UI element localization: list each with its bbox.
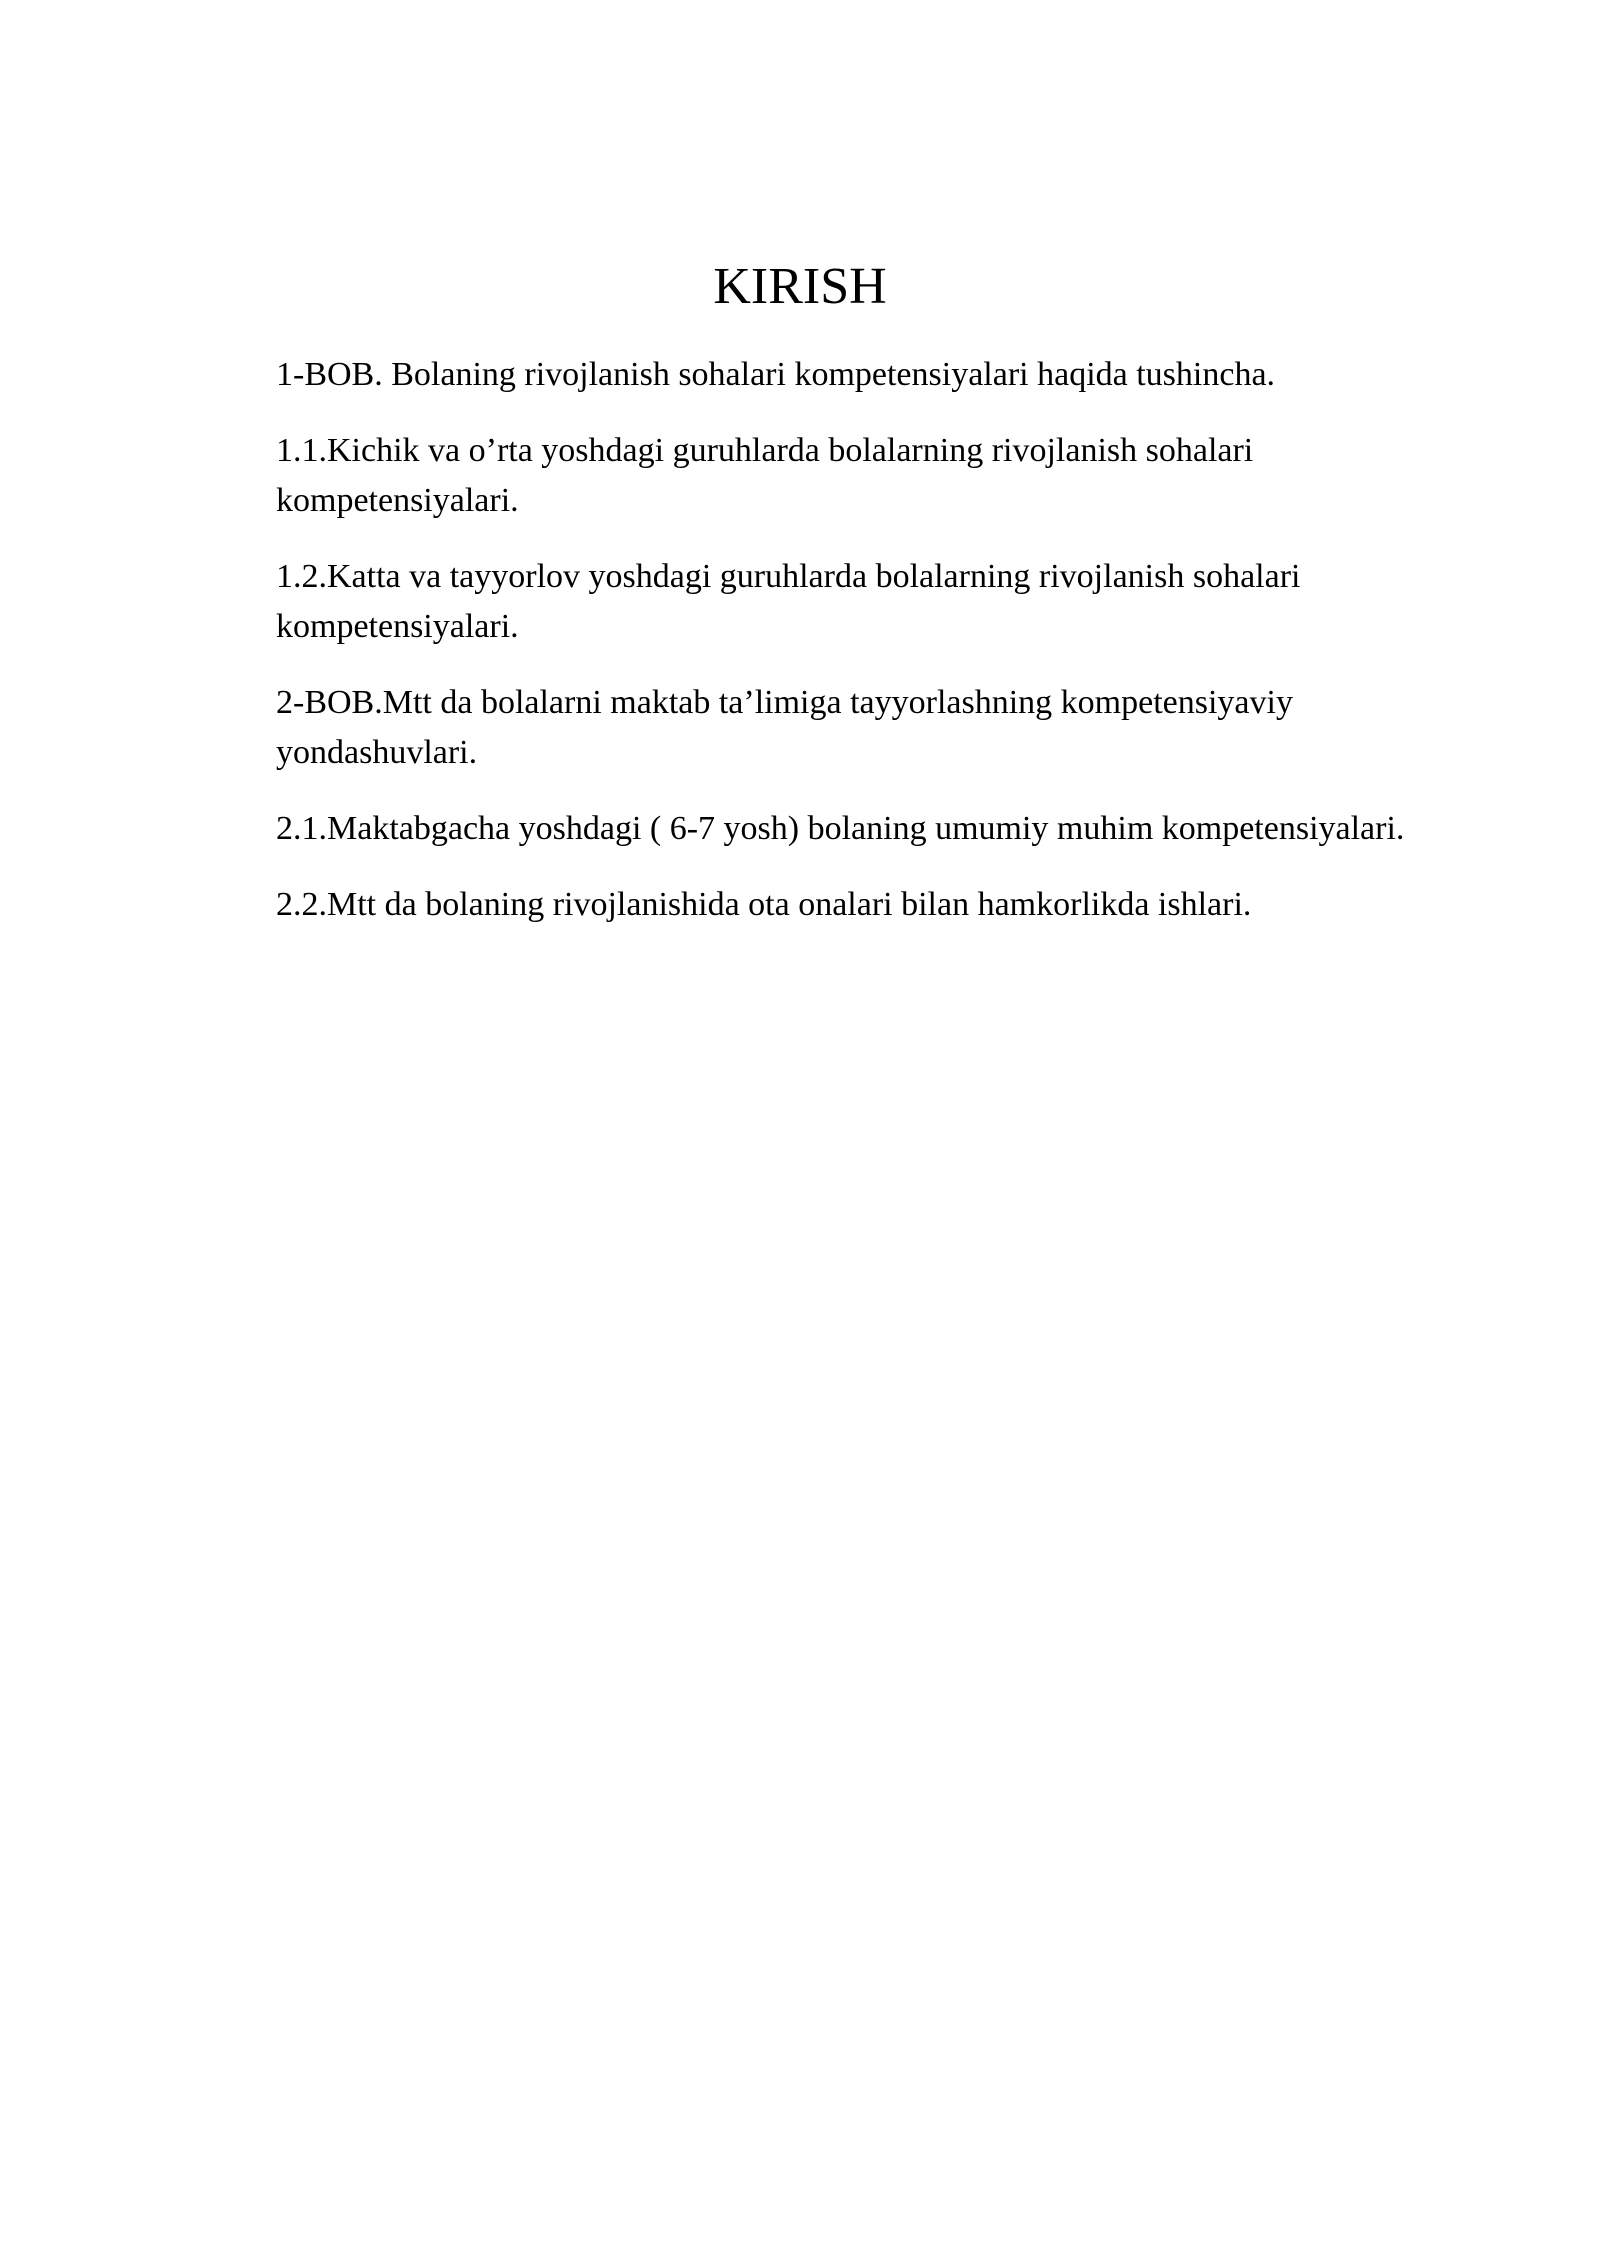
toc-item-chapter-1: 1-BOB. Bolaning rivojlanish sohalari kompetensiyalari haqida tushincha. xyxy=(276,356,1276,393)
page-title: KIRISH xyxy=(713,258,887,315)
table-of-contents xyxy=(276,350,1426,956)
toc-item-section-2-1: 2.1.Maktabgacha yoshdagi ( 6-7 yosh) bolaning umumiy muhim kompetensiyalari. xyxy=(276,810,1405,847)
toc-item-section-2-2: 2.2.Mtt da bolaning rivojlanishida ota onalari bilan hamkorlikda ishlari. xyxy=(276,886,1252,923)
toc-item-chapter-2: 2-BOB.Mtt da bolalarni maktab ta’limiga tayyorlashning kompetensiyaviy yondashuvlari. xyxy=(276,684,1293,771)
toc-item-section-1-2: 1.2.Katta va tayyorlov yoshdagi guruhlarda bolalarning rivojlanish sohalari kompetensiyalari. xyxy=(276,558,1301,645)
toc-item-section-1-1: 1.1.Kichik va o’rta yoshdagi guruhlarda bolalarning rivojlanish sohalari kompetensiyalari. xyxy=(276,432,1254,519)
